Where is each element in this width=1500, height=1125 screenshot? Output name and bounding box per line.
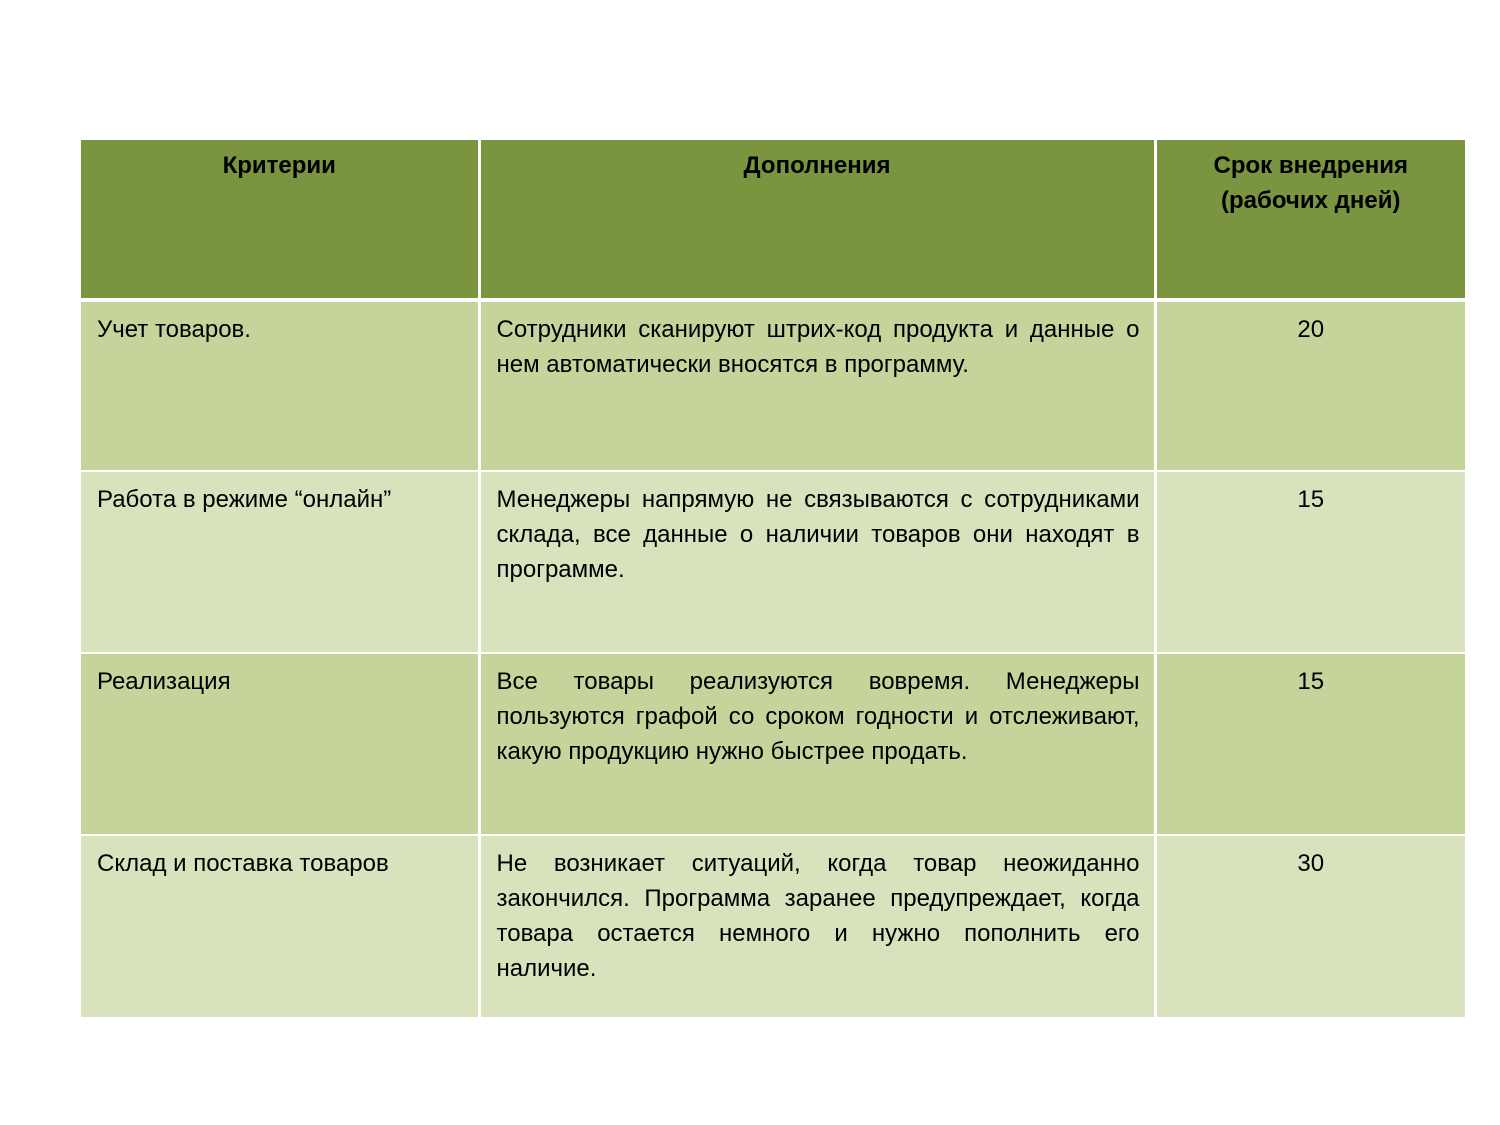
additions-cell: Менеджеры напрямую не связываются с сотрудниками склада, все данные о наличии товаров они находят в программе. — [479, 471, 1155, 653]
days-cell: 15 — [1155, 653, 1465, 835]
criteria-cell: Работа в режиме “онлайн” — [81, 471, 479, 653]
additions-cell: Сотрудники сканируют штрих-код продукта и данные о нем автоматически вносятся в программу. — [479, 300, 1155, 471]
table-row — [81, 471, 1465, 653]
days-cell: 15 — [1155, 471, 1465, 653]
criteria-table — [81, 140, 1465, 1017]
table-row — [81, 300, 1465, 471]
criteria-cell: Реализация — [81, 653, 479, 835]
days-cell: 30 — [1155, 835, 1465, 1017]
header-term: Срок внедрения (рабочих дней) — [1155, 140, 1465, 300]
additions-cell: Все товары реализуются вовремя. Менеджеры пользуются графой со сроком годности и отслеживают, какую продукцию нужно быстрее продать. — [479, 653, 1155, 835]
criteria-cell: Учет товаров. — [81, 300, 479, 471]
criteria-cell: Склад и поставка товаров — [81, 835, 479, 1017]
days-cell: 20 — [1155, 300, 1465, 471]
table-header-row — [81, 140, 1465, 300]
table-row — [81, 653, 1465, 835]
header-additions: Дополнения — [479, 140, 1155, 300]
header-criteria: Критерии — [81, 140, 479, 300]
additions-cell: Не возникает ситуаций, когда товар неожиданно закончился. Программа заранее предупреждает, когда товара остается немного и нужно пополнить его наличие. — [479, 835, 1155, 1017]
table-row — [81, 835, 1465, 1017]
